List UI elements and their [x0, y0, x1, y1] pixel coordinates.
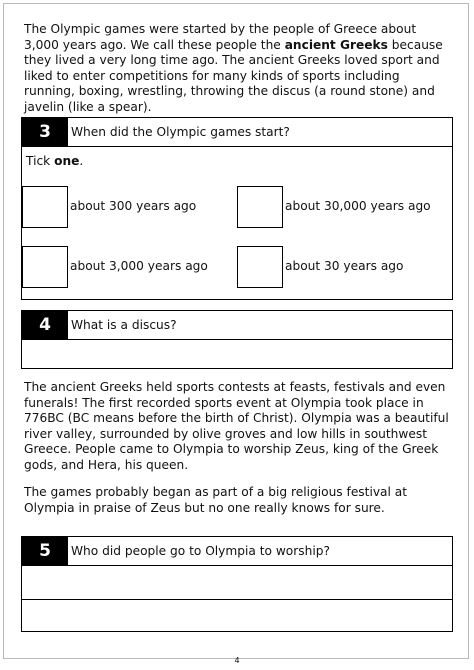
question-4-header: [22, 311, 452, 340]
question-4-box: [21, 310, 453, 369]
answer-line[interactable]: [22, 599, 452, 600]
instruction-text: Tick one.: [26, 154, 84, 168]
emphasis-ancient-greeks: ancient Greeks: [284, 37, 388, 52]
question-3-header: [22, 118, 452, 147]
page-number: 4: [234, 656, 240, 665]
option-label: about 30 years ago: [285, 259, 404, 273]
question-number: 3: [22, 118, 68, 146]
tick-box[interactable]: [237, 186, 283, 228]
tick-box[interactable]: [237, 246, 283, 288]
intro-paragraph: The Olympic games were started by the people of Greece about 3,000 years ago. We call these people the ancient Greeks because they lived a very long time ago. The ancient Greeks loved sport and liked to enter competitions for many kinds of sports including running, boxing, wrestling, throwing the discus (a round stone) and javelin (like a spear).: [24, 22, 443, 114]
option-label: about 30,000 years ago: [285, 199, 431, 213]
question-5-box: [21, 536, 453, 632]
question-number: 5: [22, 537, 68, 565]
paragraph-olympia: The ancient Greeks held sports contests at feasts, festivals and even funerals! The first recorded sports event at Olympia took place in 776BC (BC means before the birth of Christ). Olympia was a beautiful river valley, surrounded by olive groves and low hills in southwest Greece. People came to Olympia to worship Zeus, king of the Greek gods, and Hera, his queen.: [24, 380, 449, 472]
answer-area[interactable]: [22, 339, 452, 368]
tick-box[interactable]: [22, 186, 68, 228]
option-label: about 300 years ago: [70, 199, 197, 213]
paragraph-religious-festival: The games probably began as part of a big religious festival at Olympia in praise of Zeus but no one really knows for sure.: [24, 485, 408, 515]
question-3-box: [21, 117, 453, 300]
question-text: When did the Olympic games start?: [71, 125, 290, 139]
question-5-header: [22, 537, 452, 566]
tick-box[interactable]: [22, 246, 68, 288]
question-text: Who did people go to Olympia to worship?: [71, 544, 330, 558]
question-number: 4: [22, 311, 68, 339]
question-text: What is a discus?: [71, 318, 177, 332]
option-label: about 3,000 years ago: [70, 259, 208, 273]
